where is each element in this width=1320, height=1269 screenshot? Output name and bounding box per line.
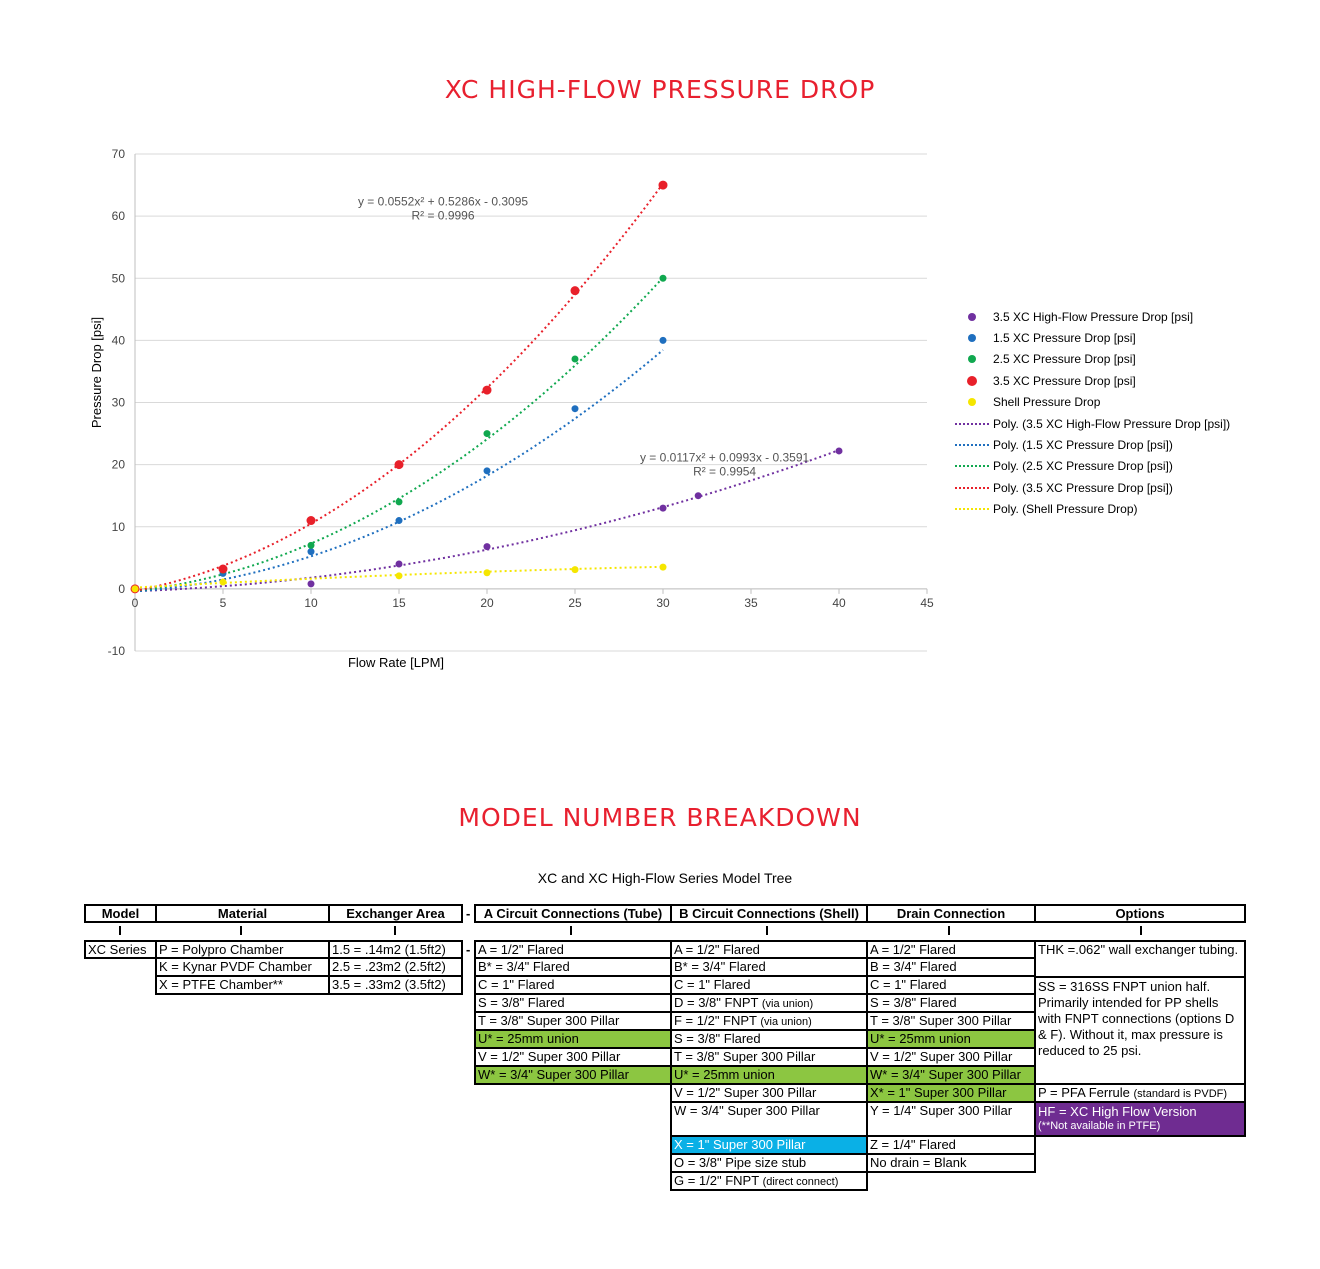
drain-cell: V = 1/2" Super 300 Pillar [866,1047,1036,1067]
legend-item: Poly. (3.5 XC High-Flow Pressure Drop [psi]) [955,413,1230,434]
legend-item: 3.5 XC Pressure Drop [psi] [955,370,1230,391]
tree-tick [1140,926,1142,935]
a-circuit-cell: V = 1/2" Super 300 Pillar [474,1047,672,1067]
data-point [483,386,492,395]
y-axis-title: Pressure Drop [psi] [89,316,104,429]
breakdown-heading: MODEL NUMBER BREAKDOWN [458,803,862,832]
legend-marker-icon [968,398,976,406]
trendline [135,184,663,591]
trendline [135,350,663,591]
y-tick-label: 40 [111,333,125,348]
legend-marker-icon [967,376,977,386]
model-tree-title: XC and XC High-Flow Series Model Tree [537,870,793,886]
legend-line-icon [955,465,989,467]
data-point [484,569,491,576]
option-thk-cell: THK =.062" wall exchanger tubing. [1034,940,1246,978]
b-circuit-cell: W = 3/4" Super 300 Pillar [670,1101,868,1137]
b-circuit-cell: D = 3/8" FNPT (via union) [670,993,868,1013]
model-cell: XC Series [84,940,157,959]
y-tick-label: -10 [107,644,125,658]
a-circuit-cell: W* = 3/4" Super 300 Pillar [474,1065,672,1085]
x-tick-label: 45 [920,595,934,610]
drain-cell: X* = 1" Super 300 Pillar [866,1083,1036,1103]
x-tick-label: 35 [744,595,758,610]
x-tick-label: 15 [392,595,406,610]
legend-line-icon [955,444,989,446]
b-circuit-cell: F = 1/2" FNPT (via union) [670,1011,868,1031]
data-point [220,579,227,586]
data-point [396,561,403,568]
legend-item: Poly. (Shell Pressure Drop) [955,499,1230,520]
trendline [135,278,663,591]
y-tick-label: 10 [111,519,125,534]
x-tick-label: 30 [656,595,670,610]
data-point [219,564,228,573]
y-tick-label: 0 [118,581,125,596]
option-ss-cell: SS = 316SS FNPT union half. Primarily intended for PP shells with FNPT connections (options D & F). Without it, max pressure is reduced to 25 psi. [1034,976,1246,1085]
x-tick-label: 10 [304,595,318,610]
b-circuit-cell: S = 3/8" Flared [670,1029,868,1049]
r-squared-annotation: R² = 0.9954 [693,464,757,479]
data-point [572,405,579,412]
a-circuit-cell: U* = 25mm union [474,1029,672,1049]
data-point [484,430,491,437]
tree-tick [766,926,768,935]
data-point [659,181,668,190]
a-circuit-cell: A = 1/2" Flared [474,940,672,959]
drain-cell: C = 1" Flared [866,975,1036,995]
tree-tick [948,926,950,935]
data-point [484,467,491,474]
header-exchanger-area: Exchanger Area [328,904,463,923]
data-point [307,516,316,525]
legend-item: 2.5 XC Pressure Drop [psi] [955,349,1230,370]
a-circuit-cell: T = 3/8" Super 300 Pillar [474,1011,672,1031]
area-cell: 1.5 = .14m2 (1.5ft2) [328,940,463,959]
b-circuit-cell: X = 1" Super 300 Pillar [670,1135,868,1155]
data-point [396,498,403,505]
b-circuit-cell: G = 1/2" FNPT (direct connect) [670,1171,868,1191]
data-point [660,337,667,344]
y-tick-label: 20 [111,457,125,472]
b-circuit-cell: C = 1" Flared [670,975,868,995]
legend-item: Shell Pressure Drop [955,392,1230,413]
a-circuit-cell: C = 1" Flared [474,975,672,995]
x-tick-label: 20 [480,595,494,610]
header-material: Material [155,904,330,923]
separator-dash: - [466,942,471,957]
b-circuit-cell: A = 1/2" Flared [670,940,868,959]
b-circuit-cell: U* = 25mm union [670,1065,868,1085]
header-options: Options [1034,904,1246,923]
tree-tick [394,926,396,935]
legend-item: Poly. (3.5 XC Pressure Drop [psi]) [955,477,1230,498]
y-tick-label: 30 [111,395,125,410]
b-circuit-cell: V = 1/2" Super 300 Pillar [670,1083,868,1103]
area-cell: 3.5 = .33m2 (3.5ft2) [328,975,463,995]
data-point [836,447,843,454]
equation-annotation: y = 0.0117x² + 0.0993x - 0.3591 [639,450,810,465]
drain-cell: B = 3/4" Flared [866,957,1036,977]
y-tick-label: 50 [111,271,125,286]
b-circuit-cell: B* = 3/4" Flared [670,957,868,977]
material-cell: X = PTFE Chamber** [155,975,330,995]
b-circuit-cell: O = 3/8" Pipe size stub [670,1153,868,1173]
drain-cell: Z = 1/4" Flared [866,1135,1036,1155]
a-circuit-cell: B* = 3/4" Flared [474,957,672,977]
header-model: Model [84,904,157,923]
legend-line-icon [955,508,989,510]
legend-line-icon [955,423,989,425]
drain-cell: S = 3/8" Flared [866,993,1036,1013]
data-point [132,585,139,592]
data-point [396,572,403,579]
data-point [572,566,579,573]
x-tick-label: 5 [219,595,227,610]
data-point [308,542,315,549]
option-p-cell: P = PFA Ferrule (standard is PVDF) [1034,1083,1246,1103]
option-hf-cell: HF = XC High Flow Version (**Not available in PTFE) [1034,1101,1246,1137]
r-squared-annotation: R² = 0.9996 [411,208,475,223]
x-tick-label: 40 [832,595,846,610]
material-cell: K = Kynar PVDF Chamber [155,957,330,977]
separator-dash: - [466,906,471,921]
header-a-circuit: A Circuit Connections (Tube) [474,904,672,923]
chart-heading: XC HIGH-FLOW PRESSURE DROP [444,75,876,104]
data-point [572,356,579,363]
material-cell: P = Polypro Chamber [155,940,330,959]
legend-item: 3.5 XC High-Flow Pressure Drop [psi] [955,306,1230,327]
header-drain: Drain Connection [866,904,1036,923]
tree-tick [240,926,242,935]
legend-marker-icon [968,334,976,342]
data-point [395,460,404,469]
chart-legend [955,306,1230,520]
y-tick-label: 70 [111,147,125,161]
x-tick-label: 25 [568,595,582,610]
legend-item: 1.5 XC Pressure Drop [psi] [955,327,1230,348]
legend-marker-icon [968,313,976,321]
data-point [660,564,667,571]
drain-cell: U* = 25mm union [866,1029,1036,1049]
drain-cell: A = 1/2" Flared [866,940,1036,959]
data-point [660,275,667,282]
data-point [571,286,580,295]
x-axis-title: Flow Rate [LPM] [347,655,445,670]
drain-cell: No drain = Blank [866,1153,1036,1173]
legend-line-icon [955,487,989,489]
x-tick-label: 0 [131,595,139,610]
b-circuit-cell: T = 3/8" Super 300 Pillar [670,1047,868,1067]
data-point [660,505,667,512]
legend-item: Poly. (1.5 XC Pressure Drop [psi]) [955,434,1230,455]
data-point [308,580,315,587]
equation-annotation: y = 0.0552x² + 0.5286x - 0.3095 [357,194,529,209]
drain-cell: T = 3/8" Super 300 Pillar [866,1011,1036,1031]
tree-tick [570,926,572,935]
data-point [484,543,491,550]
area-cell: 2.5 = .23m2 (2.5ft2) [328,957,463,977]
legend-item: Poly. (2.5 XC Pressure Drop [psi]) [955,456,1230,477]
drain-cell: Y = 1/4" Super 300 Pillar [866,1101,1036,1137]
data-point [695,492,702,499]
a-circuit-cell: S = 3/8" Flared [474,993,672,1013]
drain-cell: W* = 3/4" Super 300 Pillar [866,1065,1036,1085]
header-b-circuit: B Circuit Connections (Shell) [670,904,868,923]
data-point [308,548,315,555]
tree-tick [119,926,121,935]
data-point [396,517,403,524]
y-tick-label: 60 [111,209,125,224]
legend-marker-icon [968,355,976,363]
